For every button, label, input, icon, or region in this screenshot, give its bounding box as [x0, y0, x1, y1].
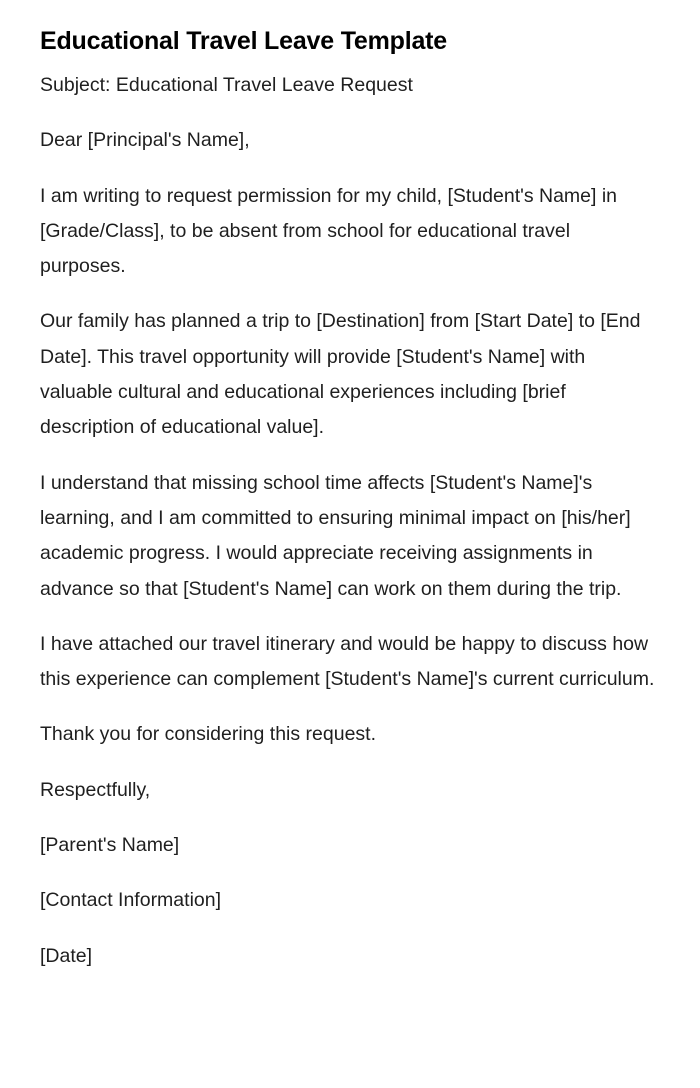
contact-information: [Contact Information]	[40, 889, 222, 912]
subject-line: Subject: Educational Travel Leave Request	[40, 74, 413, 96]
body-paragraph-trip: Our family has planned a trip to [Destination] from [Start Date] to [End Date]. This travel opportunity will provide [Student's Name] with valuable cultural and educational experiences including [brief description of educational value].	[40, 310, 641, 439]
body-paragraph-itinerary: I have attached our travel itinerary and would be happy to discuss how this experience can complement [Student's Name]'s current curriculum.	[40, 632, 655, 691]
closing: Respectfully,	[40, 778, 151, 801]
date-line: [Date]	[40, 944, 93, 967]
body-paragraph-request: I am writing to request permission for my child, [Student's Name] in [Grade/Class], to be absent from school for educational travel purposes.	[40, 184, 618, 278]
signature-name: [Parent's Name]	[40, 834, 180, 857]
body-paragraph-thanks: Thank you for considering this request.	[40, 723, 377, 746]
salutation: Dear [Principal's Name],	[40, 129, 250, 152]
body-paragraph-commitment: I understand that missing school time affects [Student's Name]'s learning, and I am committed to ensuring minimal impact on [his/her] academic progress. I would appreciate receiving assignments in advance so that [Student's Name] can work on them during the trip.	[40, 471, 631, 600]
document-title: Educational Travel Leave Template	[40, 27, 447, 55]
